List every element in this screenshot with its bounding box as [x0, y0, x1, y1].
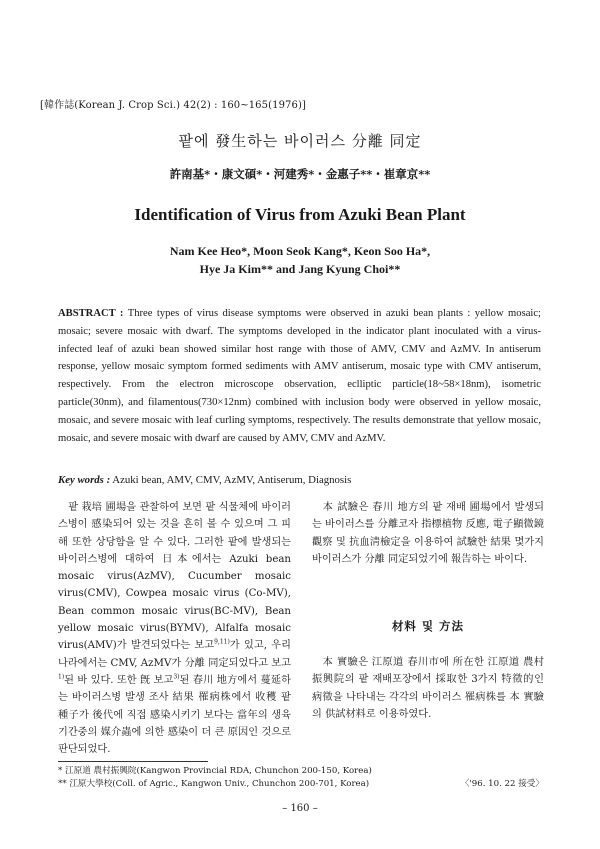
reference-superscript: 3) [173, 673, 180, 681]
body-right-column-intro [312, 499, 544, 568]
authors-english [0, 242, 600, 278]
authors-korean: 許南基*・康文碩*・河建秀*・金惠子**・崔章京** [169, 167, 431, 181]
keywords-text: Azuki bean, AMV, CMV, AzMV, Antiserum, Diagnosis [112, 474, 352, 486]
intro-paragraph-part1: 팥 栽培 圃場을 관찰하여 보면 팥 식물체에 바이러스병이 感染되어 있는 것을 흔히 볼 수 있으며 그 피해 또한 상당함을 알 수 있다. 그러한 팥에 발생되는 바이러스병에 대하여 日本에서는 Azuki bean mosaic virus(AzMV), Cucumber mosaic virus(CMV), Cowpea mosaic virus (Co-MV), Bean common mosaic virus(BC-MV), Bean yellow mosaic virus(BYMV), Alfalfa mosaic virus(AMV)가 발견되었다는 보고 [58, 502, 291, 652]
reference-superscript: 9,11) [214, 638, 230, 646]
intro-paragraph-part3: 된 바 있다. 또한 旣 보고 [64, 674, 174, 686]
footnote-2: ** 江原大學校(Coll. of Agric., Kangwon Univ., Chunchon 200-701, Korea) [58, 779, 370, 789]
reference-superscript: 1) [58, 673, 65, 681]
page-number: – 160 – [282, 803, 318, 814]
footnote-divider [58, 761, 208, 762]
methods-paragraph: 本 實驗은 江原道 春川市에 所在한 江原道 農村振興院의 팥 재배포장에서 採取한 3가지 特徵的인 病徵을 나타내는 각각의 바이러스 罹病株를 本 實驗의 供試材料로 이용하였다. [312, 657, 544, 720]
received-date: 〈'96. 10. 22 接受〉 [460, 779, 544, 789]
body-left-column [58, 499, 291, 758]
abstract-text: Three types of virus disease symptoms were observed in azuki bean plants : yellow mosaic; mosaic; severe mosaic with dwarf. The symptoms developed in the indicator plant inoculated with a virus- infected leaf of azuki bean showed similar host range with those of AMV, CMV and AzMV. In antiserum response, yellow mosaic symptom formed sediments with AMV antiserum, mosaic type with CMV antiserum, respectively. From the electron microscope observation, eclliptic particle(18~58×18nm), isometric particle(30nm), and filamentous(730×12nm) combined with inclusion body were observed in yellow mosaic, mosaic, and severe mosaic with leaf curling symptoms, respectively. The results demonstrate that yellow mosaic, mosaic, and severe mosaic with dwarf are caused by AMV, CMV and AzMV. [58, 308, 541, 444]
abstract [58, 305, 541, 447]
title-korean: 팥에 發生하는 바이러스 分離 同定 [178, 132, 422, 150]
title-english: Identification of Virus from Azuki Bean Plant [134, 205, 466, 224]
body-right-column-methods [312, 654, 544, 723]
authors-english-line2: Hye Ja Kim** and Jang Kyung Choi** [199, 262, 401, 276]
journal-citation: [韓作誌(Korean J. Crop Sci.) 42(2) : 160~165(1976)] [40, 100, 306, 111]
intro-paragraph-part4: 된 春川 地方에서 蔓延하는 바이러스병 발생 조사 結果 罹病株에서 收穫 팥 種子가 後代에 직접 感染시키기 보다는 當年의 생육기간중의 媒介蟲에 의한 感染이 더 큰 原因인 것으로 판단되었다. [58, 674, 291, 756]
authors-english-line1: Nam Kee Heo*, Moon Seok Kang*, Keon Soo Ha*, [169, 244, 431, 258]
section-heading-materials-methods: 材料 및 方法 [391, 619, 465, 633]
footnote-1: * 江原道 農村振興院(Kangwon Provincial RDA, Chunchon 200-150, Korea) [58, 766, 372, 776]
intro-paragraph-continued: 本 試驗은 春川 地方의 팥 재배 圃場에서 발생되는 바이러스를 分離코자 指標植物 反應, 電子顯微鏡 觀察 및 抗血淸檢定을 이용하여 試驗한 結果 몇가지 바이러스가 分離 同定되었기에 報告하는 바이다. [312, 502, 544, 565]
abstract-label: ABSTRACT : [58, 308, 124, 319]
intro-paragraph-part2: 가 있고, 우리나라에서는 CMV, AzMV가 分離 同定되었다고 보고 [58, 640, 291, 669]
footnotes [58, 765, 544, 791]
keywords [58, 474, 541, 486]
keywords-label: Key words : [58, 474, 111, 486]
